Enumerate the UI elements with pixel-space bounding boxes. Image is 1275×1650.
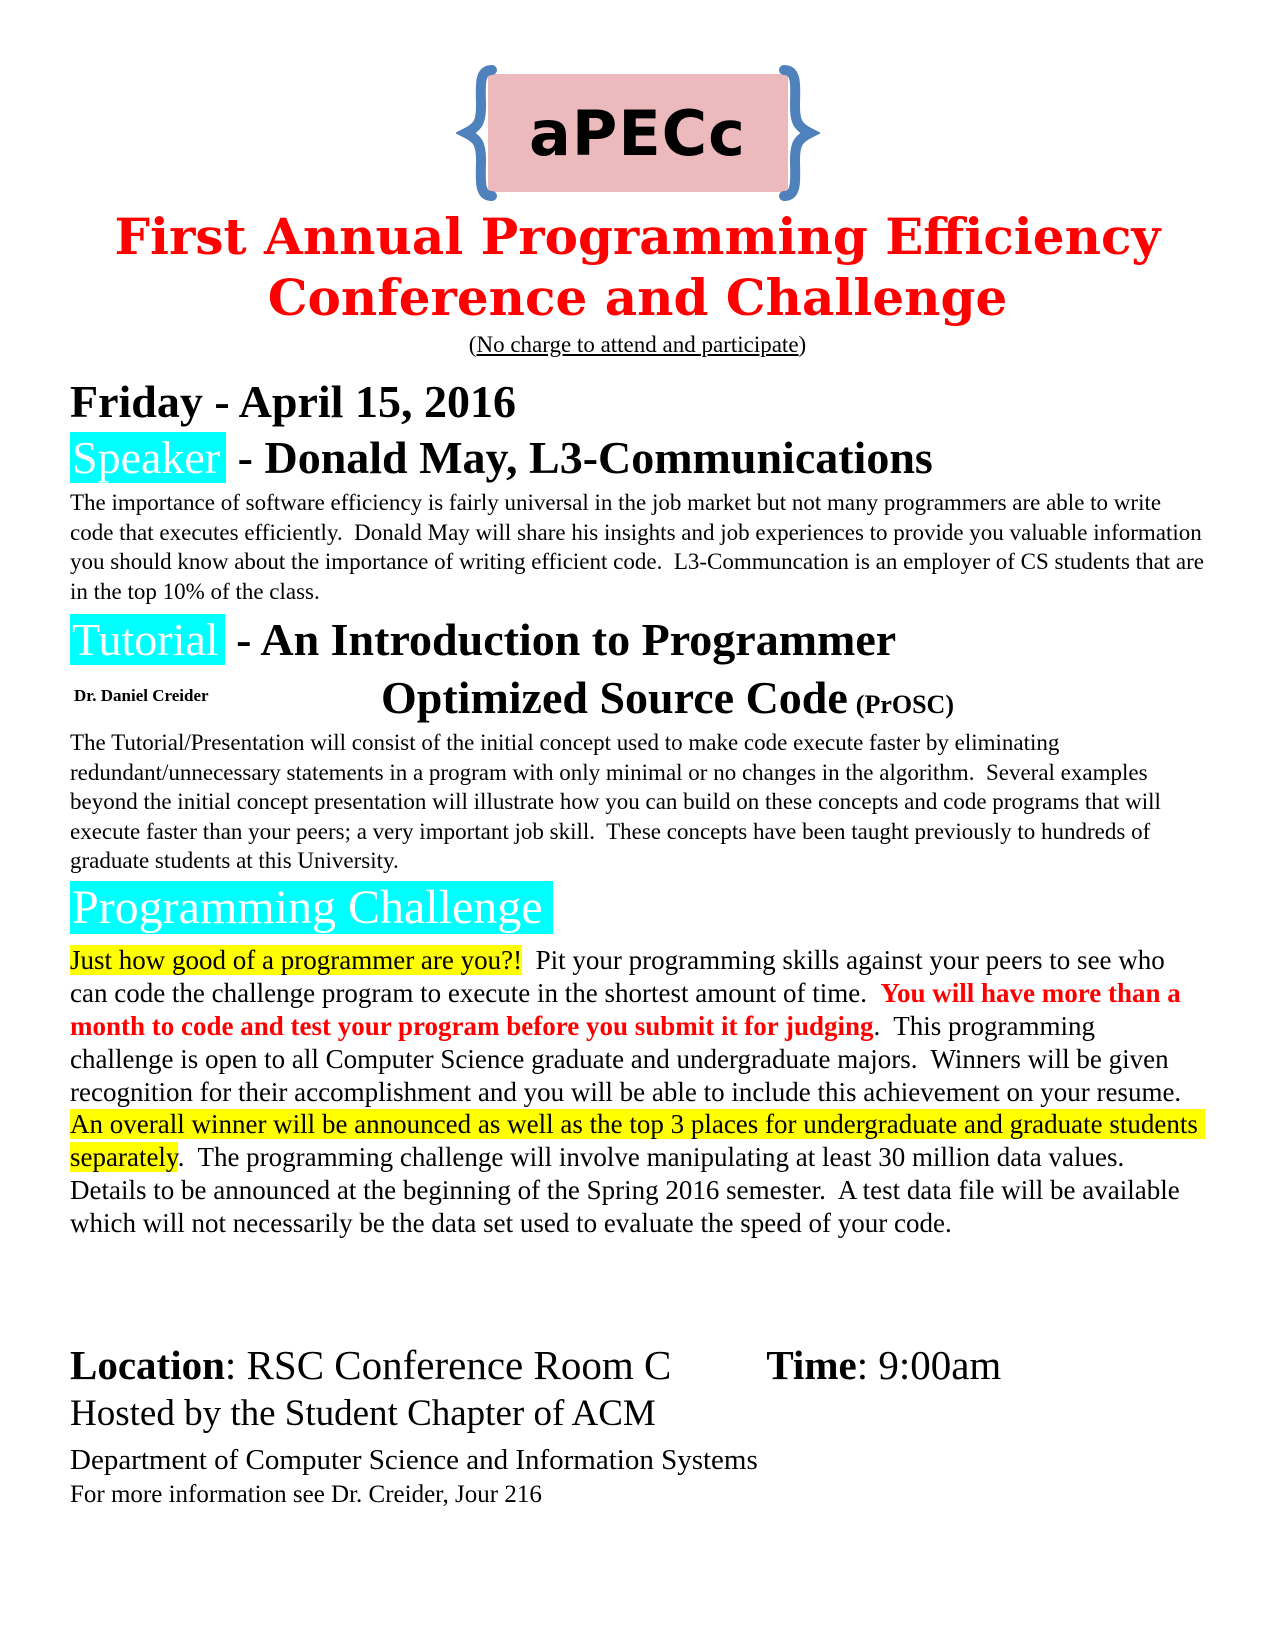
challenge-red-bold: You will have more than a month to code and test your program before you submit it for judging [70, 977, 1188, 1041]
subtitle-close: ) [798, 332, 807, 357]
date-heading: Friday - April 15, 2016 [70, 376, 516, 427]
department-line: Department of Computer Science and Information Systems [70, 1443, 758, 1476]
logo [70, 0, 1205, 202]
speaker-description: The importance of software efficiency is fairly universal in the job market but not many programmers are able to write code that executes efficiently. Donald May will share his insights and job experiences to provide you valuable information you should know about the importance of writing efficient code. L3-Communcation is an employer of CS students that are in the top 10% of the class. [70, 490, 1210, 604]
subtitle-underlined-text: No charge to attend and participate [476, 332, 799, 357]
time-value: : 9:00am [856, 1342, 1002, 1389]
challenge-label: Programming Challenge [70, 881, 553, 934]
hosted-by-line: Hosted by the Student Chapter of ACM [70, 1393, 656, 1435]
challenge-text-2: . This programming challenge is open to all Computer Science graduate and undergraduate majors. Winners will be given recognition for their accomplishment and you will be able to include this achievement on your resume. [70, 1010, 1194, 1107]
speaker-label: Speaker [70, 432, 226, 483]
tutorial-label: Tutorial [70, 614, 225, 665]
more-info-line: For more information see Dr. Creider, Jour 216 [70, 1481, 542, 1509]
tutorial-heading [70, 612, 1205, 668]
challenge-text-3: . The programming challenge will involve manipulating at least 30 million data values. Details to be announced at the beginning of the Spring 2016 semester. A test data file will be available which will not necessarily be the data set used to evaluate the speed of your code. [70, 1142, 1187, 1239]
challenge-description [70, 944, 1205, 1240]
speaker-heading [70, 430, 1205, 486]
left-brace-icon [456, 64, 502, 202]
title-line-2: Conference and Challenge [267, 268, 1008, 327]
page-title [70, 206, 1205, 328]
tutorial-heading-line2-text [70, 670, 1205, 726]
tutorial-heading-line2 [70, 670, 1205, 726]
time-segment [766, 1342, 1001, 1388]
tutorial-line2-suffix: (PrOSC) [855, 690, 954, 720]
challenge-highlight-2: An overall winner will be announced as well as the top 3 places for undergraduate and graduate students separately [70, 1109, 1205, 1173]
tutorial-presenter: Dr. Daniel Creider [74, 686, 209, 706]
footer [70, 1340, 1205, 1512]
speaker-heading-rest: - Donald May, L3-Communications [226, 432, 933, 484]
time-label: Time [766, 1342, 857, 1389]
subtitle [70, 332, 1205, 358]
challenge-text-1: Pit your programming skills against your peers to see who can code the challenge program to execute in the shortest amount of time. [70, 944, 1172, 1008]
subtitle-open: ( [468, 332, 477, 357]
location-time-row [70, 1340, 1205, 1391]
challenge-heading [70, 877, 1205, 939]
tutorial-heading-rest: - An Introduction to Programmer [224, 613, 897, 665]
challenge-highlight-1: Just how good of a programmer are you?! [70, 944, 523, 975]
tutorial-description: The Tutorial/Presentation will consist of the initial concept used to make code execute faster by eliminating redundant/unnecessary statements in a program with only minimal or no changes in the algorithm. Several examples beyond the initial concept presentation will illustrate how you can build on these concepts and code programs that will execute faster than your peers; a very important job skill. These concepts have been taught previously to hundreds of graduate students at this University. [70, 730, 1167, 873]
location-label: Location [70, 1342, 225, 1389]
location-value: : RSC Conference Room C [224, 1342, 672, 1389]
tutorial-line2-main: Optimized Source Code [381, 672, 848, 724]
right-brace-icon [774, 64, 820, 202]
title-line-1: First Annual Programming Efficiency [114, 207, 1161, 266]
logo-text: aPECc [488, 74, 788, 192]
